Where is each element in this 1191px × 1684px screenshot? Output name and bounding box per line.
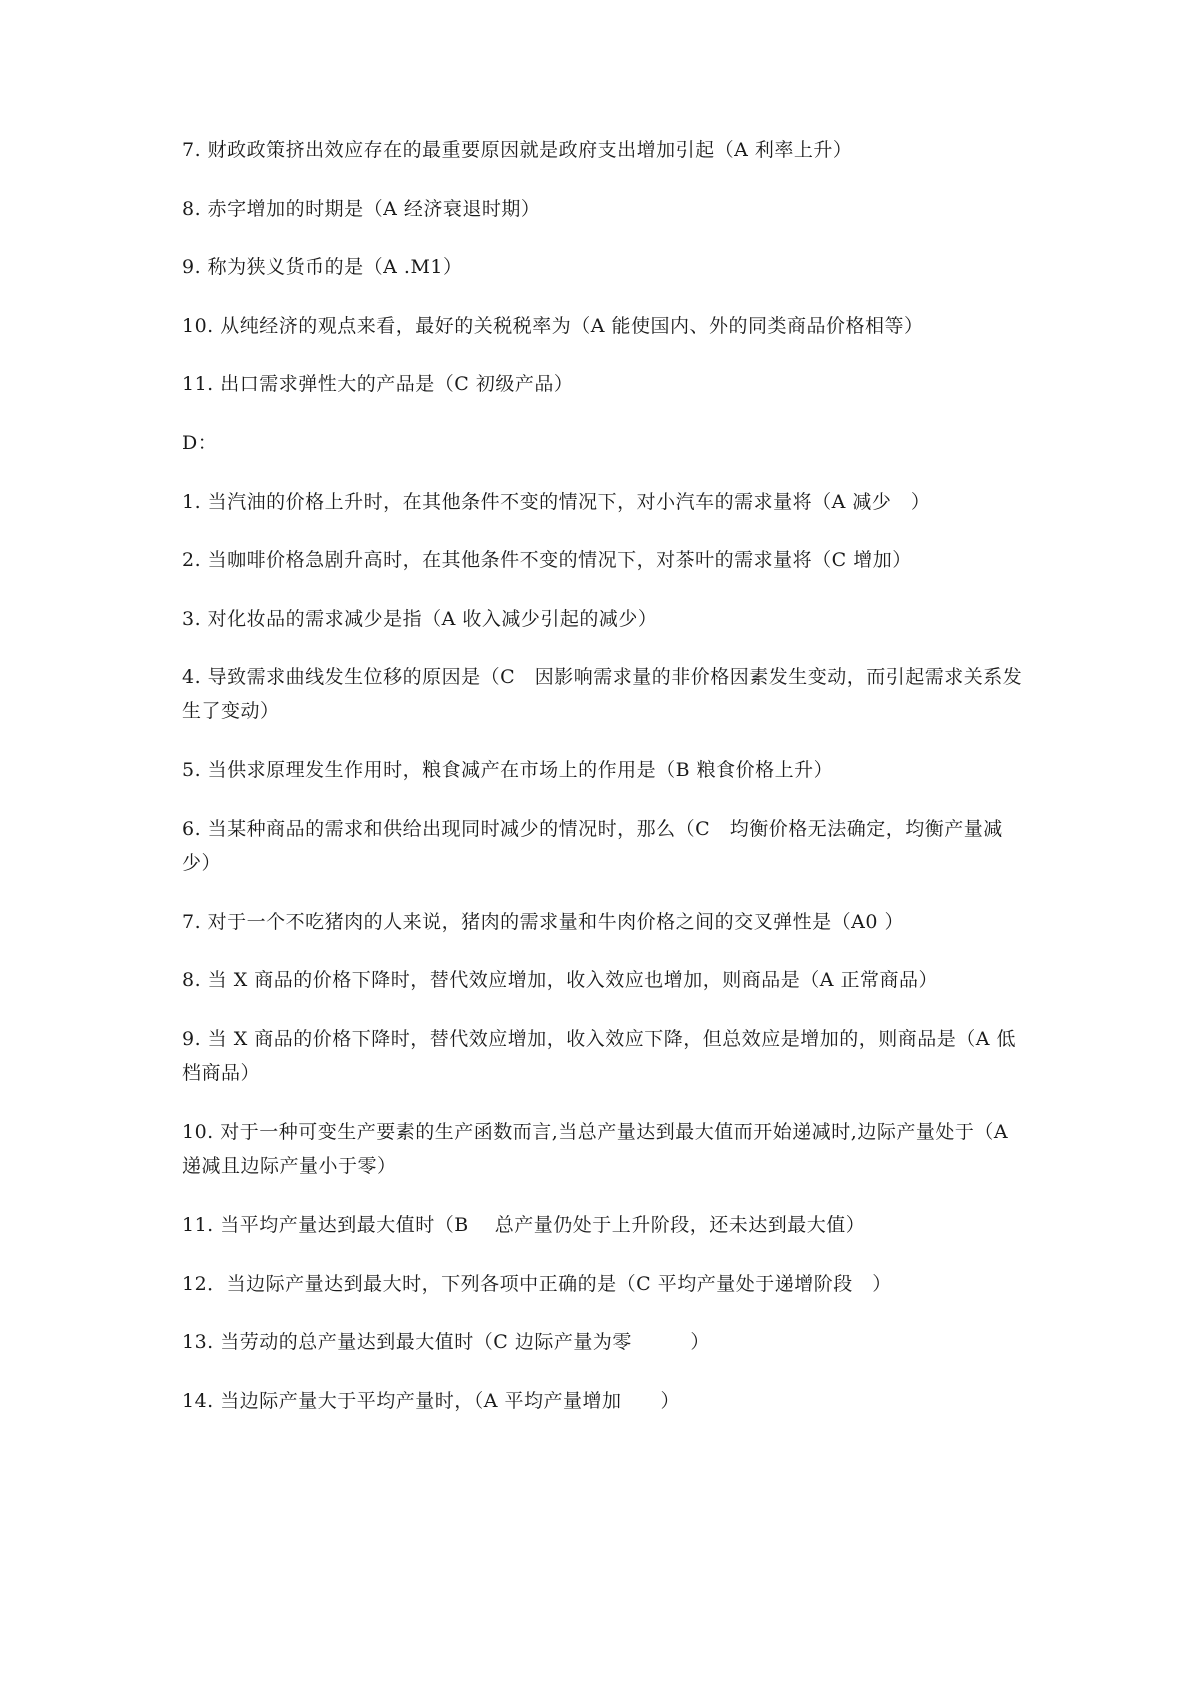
paragraph: 3. 对化妆品的需求减少是指（A 收入减少引起的减少） [182,608,658,630]
paragraph: 5. 当供求原理发生作用时，粮食减产在市场上的作用是（B 粮食价格上升） [182,759,834,781]
paragraph: 11. 出口需求弹性大的产品是（C 初级产品） [182,373,574,395]
paragraph: 8. 当 X 商品的价格下降时，替代效应增加，收入效应也增加，则商品是（A 正常商品） [182,969,939,991]
paragraph: 10. 从纯经济的观点来看，最好的关税税率为（A 能使国内、外的同类商品价格相等） [182,315,924,337]
paragraph: 11. 当平均产量达到最大值时（B 总产量仍处于上升阶段，还未达到最大值） [182,1214,866,1236]
paragraph: 14. 当边际产量大于平均产量时，（A 平均产量增加 ） [182,1390,681,1412]
paragraph: 7. 财政政策挤出效应存在的最重要原因就是政府支出增加引起（A 利率上升） [182,139,853,161]
paragraph: 2. 当咖啡价格急剧升高时，在其他条件不变的情况下，对茶叶的需求量将（C 增加） [182,549,912,571]
paragraph: 10. 对于一种可变生产要素的生产函数而言,当总产量达到最大值而开始递减时,边际产量处于（A 递减且边际产量小于零） [182,1121,1015,1177]
paragraph: 1. 当汽油的价格上升时，在其他条件不变的情况下，对小汽车的需求量将（A 减少 ） [182,491,931,513]
paragraph: 7. 对于一个不吃猪肉的人来说，猪肉的需求量和牛肉价格之间的交叉弹性是（A0 ） [182,911,905,933]
paragraph: 6. 当某种商品的需求和供给出现同时减少的情况时，那么（C 均衡价格无法确定，均衡产量减少） [182,818,1003,874]
paragraph: 4. 导致需求曲线发生位移的原因是（C 因影响需求量的非价格因素发生变动，而引起需求关系发生了变动） [182,666,1023,722]
section-heading: D： [182,432,218,454]
paragraph: 9. 称为狭义货币的是（A .M1） [182,256,463,278]
paragraph: 8. 赤字增加的时期是（A 经济衰退时期） [182,198,541,220]
paragraph: 12．当边际产量达到最大时，下列各项中正确的是（C 平均产量处于递增阶段 ） [182,1273,892,1295]
paragraph: 13. 当劳动的总产量达到最大值时（C 边际产量为零 ） [182,1331,710,1353]
paragraph: 9. 当 X 商品的价格下降时，替代效应增加，收入效应下降，但总效应是增加的，则商品是（A 低档商品） [182,1028,1017,1084]
